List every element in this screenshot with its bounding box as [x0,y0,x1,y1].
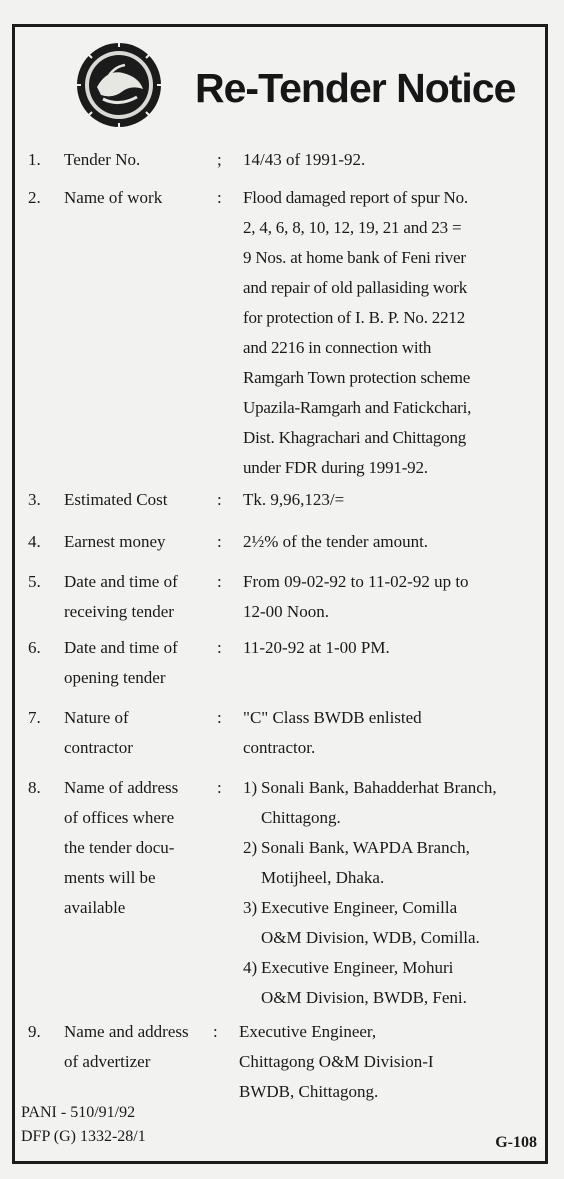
office-entry [243,893,545,953]
value-line: 11-20-92 at 1-00 PM. [243,638,390,657]
label-line: ments will be [64,868,156,887]
value-line: Tk. 9,96,123/= [243,490,345,509]
item-value [243,485,543,515]
item-number: 1. [28,150,41,169]
item-separator: : [217,638,222,657]
item-number: 6. [28,638,41,657]
label-line: Earnest money [64,532,166,551]
label-line: Date and time of [64,572,178,591]
office-line: Sonali Bank, WAPDA Branch, [261,838,470,857]
item-number: 3. [28,490,41,509]
item-label [64,773,214,923]
value-line: Chittagong O&M Division-I [239,1052,434,1071]
office-number: 2) [243,838,258,857]
item-separator: : [217,490,222,509]
tender-items [15,27,545,1161]
label-line: available [64,898,126,917]
office-line: Chittagong. [261,808,341,827]
label-line: Name of address [64,778,179,797]
value-line: Flood damaged report of spur No. [243,188,468,207]
item-value [243,703,543,763]
office-number: 4) [243,958,258,977]
item-label [64,183,214,213]
item-label [64,145,214,175]
label-line: contractor [64,738,133,757]
value-line: 9 Nos. at home bank of Feni river [243,248,466,267]
office-line: Executive Engineer, Comilla [261,898,458,917]
value-line: BWDB, Chittagong. [239,1082,379,1101]
value-line: "C" Class BWDB enlisted [243,708,422,727]
value-line: contractor. [243,738,316,757]
footer-line: DFP (G) 1332-28/1 [21,1128,146,1145]
item-value [243,183,543,483]
value-line: and 2216 in connection with [243,338,432,357]
item-separator: : [217,532,222,551]
label-line: of offices where [64,808,175,827]
office-entry [243,953,545,1013]
label-line: Name and address [64,1022,189,1041]
office-entry [243,773,545,833]
value-line: Executive Engineer, [239,1022,377,1041]
value-line: 12-00 Noon. [243,602,329,621]
label-line: Nature of [64,708,129,727]
item-label [64,485,214,515]
office-line: Sonali Bank, Bahadderhat Branch, [261,778,497,797]
item-number: 7. [28,708,41,727]
office-line: O&M Division, BWDB, Feni. [261,988,467,1007]
label-line: receiving tender [64,602,174,621]
value-line: under FDR during 1991-92. [243,458,428,477]
item-separator: : [213,1022,218,1041]
value-line: 14/43 of 1991-92. [243,150,366,169]
label-line: the tender docu- [64,838,175,857]
footer-line: PANI - 510/91/92 [21,1104,136,1121]
item-value [243,567,543,627]
label-line: Tender No. [64,150,141,169]
office-line: Executive Engineer, Mohuri [261,958,454,977]
item-value [243,633,543,663]
item-label [64,527,214,557]
item-value [239,1017,539,1107]
label-line: Date and time of [64,638,178,657]
office-line: Motijheel, Dhaka. [261,868,385,887]
label-line: of advertizer [64,1052,151,1071]
label-line: opening tender [64,668,166,687]
value-line: and repair of old pallasiding work [243,278,468,297]
footer-reference [21,1101,146,1149]
office-list [243,773,545,1013]
item-label [64,1017,214,1077]
item-number: 5. [28,572,41,591]
value-line: Ramgarh Town protection scheme [243,368,471,387]
notice-title: Re-Tender Notice [195,65,516,111]
item-label [64,703,214,763]
item-separator: : [217,778,222,797]
office-entry [243,833,545,893]
value-line: for protection of I. B. P. No. 2212 [243,308,466,327]
value-line: Dist. Khagrachari and Chittagong [243,428,467,447]
value-line: From 09-02-92 to 11-02-92 up to [243,572,469,591]
item-label [64,567,214,627]
item-separator: : [217,572,222,591]
office-number: 1) [243,778,258,797]
item-number: 8. [28,778,41,797]
item-number: 2. [28,188,41,207]
item-number: 4. [28,532,41,551]
notice-frame [12,24,548,1164]
item-separator: ; [217,150,222,169]
value-line: 2½% of the tender amount. [243,532,429,551]
item-value [243,145,543,175]
label-line: Name of work [64,188,163,207]
value-line: Upazila-Ramgarh and Fatickchari, [243,398,472,417]
office-line: O&M Division, WDB, Comilla. [261,928,480,947]
label-line: Estimated Cost [64,490,168,509]
item-number: 9. [28,1022,41,1041]
item-label [64,633,214,693]
value-line: 2, 4, 6, 8, 10, 12, 19, 21 and 23 = [243,218,462,237]
footer-code: G-108 [495,1134,537,1151]
item-separator: : [217,188,222,207]
item-separator: : [217,708,222,727]
office-number: 3) [243,898,258,917]
item-value [243,527,543,557]
